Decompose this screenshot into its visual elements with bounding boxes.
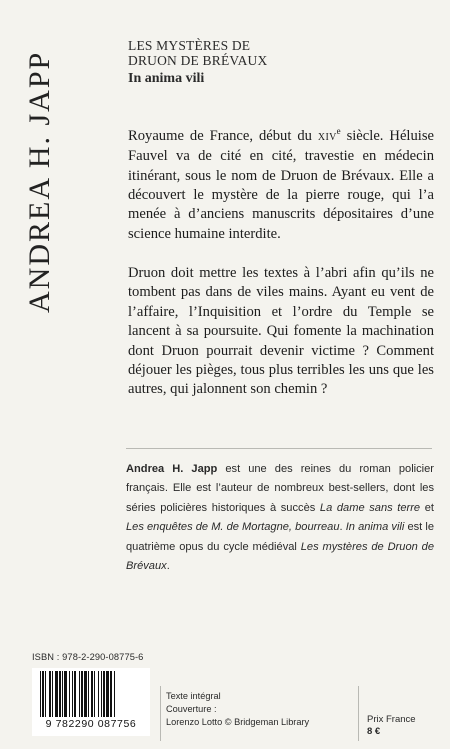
bio-series-title: La dame sans terre — [319, 501, 421, 514]
barcode-bar — [94, 671, 95, 717]
century-superscript: e — [336, 126, 341, 136]
blurb-paragraph-2: Druon doit mettre les textes à l’abri afin qu’ils ne tombent pas dans de viles mains. Ayant eu vent de l’affaire, l’Inquisition et l’ordre du Temple se lancent à sa poursuite. Qui fomente la machination dont Druon pourrait devenir victime ? Comment déjouer les pièges, tous plus terribles les uns que les autres, qui jalonnent son chemin ? — [128, 265, 434, 398]
barcode-bars — [38, 671, 144, 717]
barcode-bar — [59, 671, 61, 717]
barcode-bar — [72, 671, 73, 717]
barcode-bar — [55, 671, 58, 717]
isbn-label: ISBN : 978-2-290-08775-6 — [32, 652, 144, 662]
barcode-bar — [81, 671, 83, 717]
barcode-bar — [69, 671, 70, 717]
credits-line: Texte intégral — [166, 691, 221, 701]
bio-text: . — [166, 560, 170, 573]
barcode-bar — [110, 671, 112, 717]
credits — [166, 690, 309, 729]
barcode-bar — [40, 671, 41, 717]
barcode — [32, 668, 150, 736]
series-header — [128, 38, 428, 87]
blurb-text: Royaume de France, début du — [128, 127, 318, 144]
bio-text: . — [339, 521, 346, 534]
series-title-line1: LES MYSTÈRES DE — [128, 38, 251, 53]
blurb-paragraph-1 — [128, 122, 434, 244]
barcode-bar — [84, 671, 87, 717]
barcode-bar — [74, 671, 76, 717]
barcode-bar — [91, 671, 93, 717]
barcode-bar — [52, 671, 53, 717]
credits-divider — [160, 686, 161, 741]
barcode-bar — [79, 671, 80, 717]
bio-cycle-title: Les mystères de Druon de Brévaux — [126, 540, 435, 573]
century-numeral: XIV — [317, 131, 337, 143]
barcode-bar — [49, 671, 51, 717]
spine-author-name: ANDREA H. JAPP — [23, 50, 56, 314]
credits-line: Lorenzo Lotto © Bridgeman Library — [166, 717, 310, 727]
credits-line: Couverture : — [166, 704, 217, 714]
barcode-bar — [103, 671, 105, 717]
bio-text: est le quatrième opus du cycle médiéval — [126, 521, 434, 553]
price — [367, 714, 416, 738]
barcode-bar — [106, 671, 109, 717]
barcode-bar — [98, 671, 99, 717]
book-title: In anima vili — [128, 71, 205, 86]
barcode-bar — [101, 671, 102, 717]
bio-series-title: Les enquêtes de M. de Mortagne, bourreau — [126, 521, 340, 534]
price-label: Prix France — [367, 714, 416, 725]
barcode-bar — [64, 671, 67, 717]
bio-author-name: Andrea H. Japp — [126, 463, 218, 475]
blurb-text: siècle. Héluise Fauvel va de cité en cité, travestie en médecin itinérant, sous le nom de Druon de Brévaux. Elle a découvert le mystère de la pierre rouge, qui l’a menée à d’anciens manuscrits dépositaires d’une science humaine interdite. — [128, 127, 434, 242]
barcode-bar — [45, 671, 46, 717]
barcode-bar — [42, 671, 44, 717]
bio-text: est une des reines du roman policier français. Elle est l’auteur de nombreux best-sellers, dont les séries policières historiques à succès — [126, 463, 434, 514]
barcode-bar — [88, 671, 89, 717]
price-divider — [358, 686, 359, 741]
price-value: 8 € — [367, 726, 381, 737]
section-divider — [126, 448, 432, 449]
bio-text: et — [420, 501, 434, 514]
author-bio — [126, 460, 434, 576]
bio-book-title: In anima vili — [345, 521, 405, 534]
series-title-line2: DRUON DE BRÉVAUX — [128, 53, 268, 68]
barcode-bar — [114, 671, 115, 717]
barcode-number: 9 782290 087756 — [45, 718, 137, 730]
barcode-bar — [62, 671, 63, 717]
